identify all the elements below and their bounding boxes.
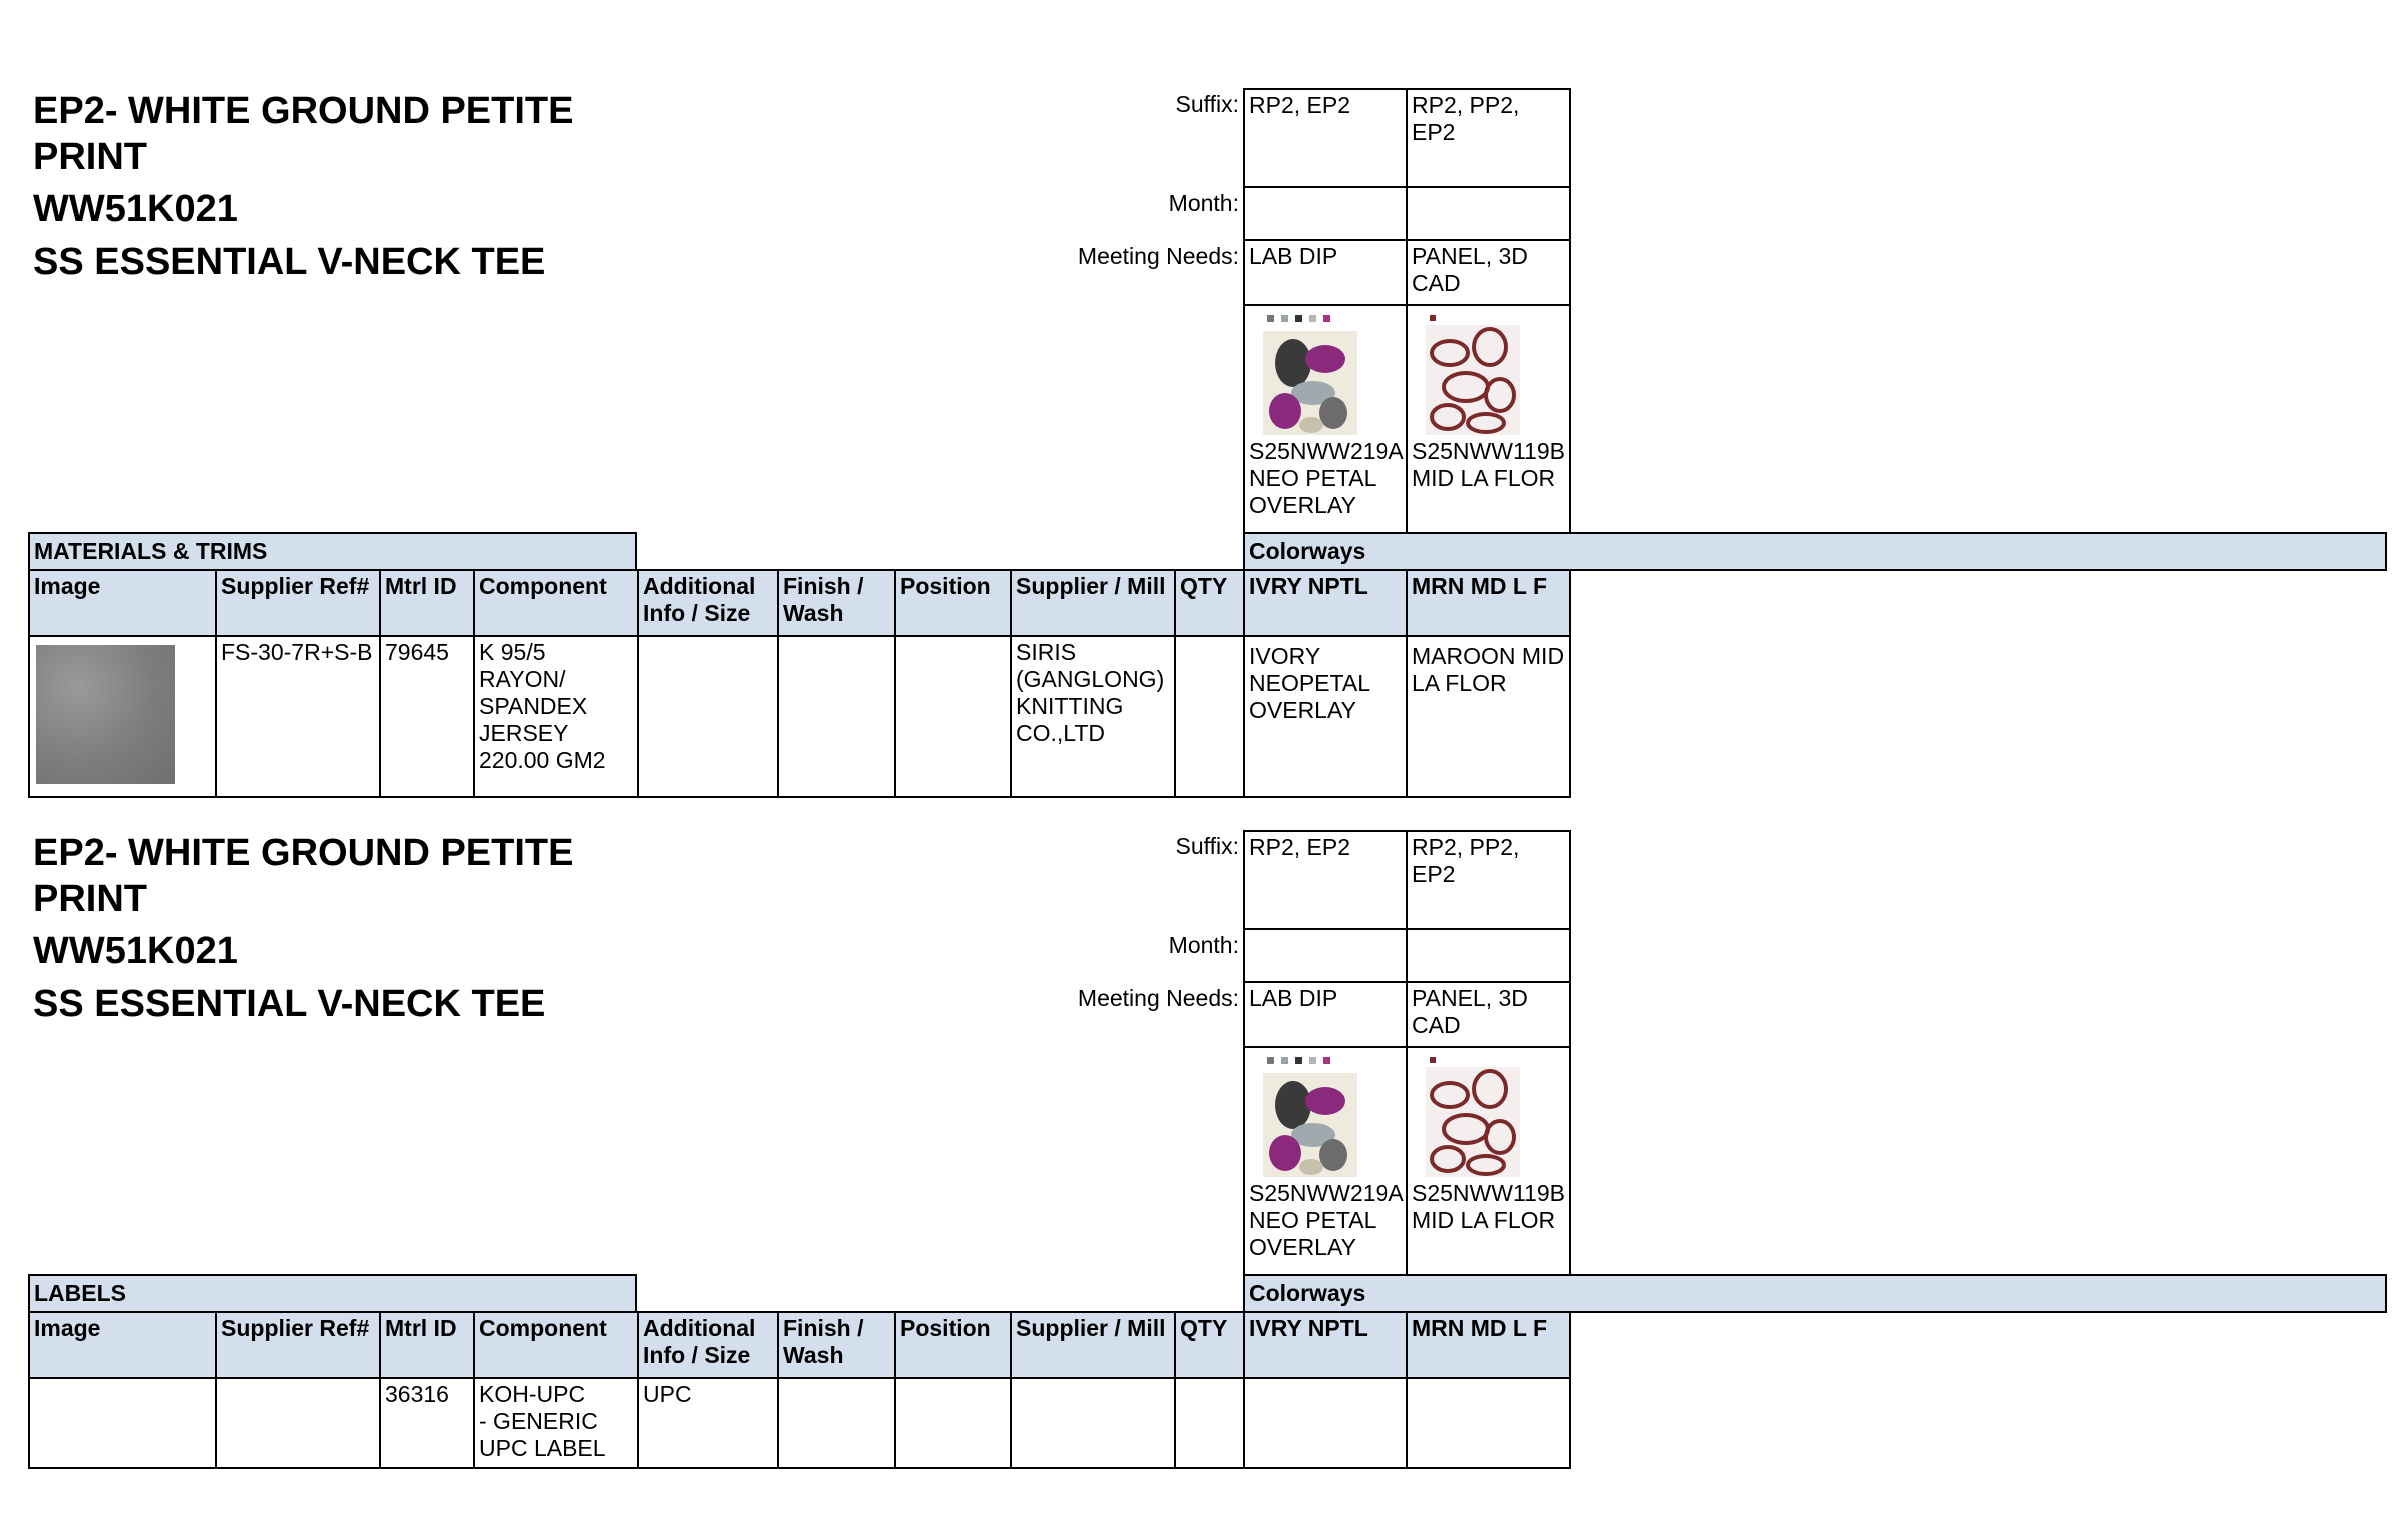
colorways-title: Colorways [1243,1274,2387,1313]
col-header-qty: QTY [1174,1311,1245,1379]
col-header-component: Component [473,1311,639,1379]
suffix-label: Suffix: [1175,91,1239,117]
cell-supplier-mill [1010,1377,1176,1469]
suffix-label: Suffix: [1175,833,1239,859]
print-swatch-1 [1243,1046,1408,1276]
cell-finish-wash [777,1377,896,1469]
col-header-mtrl-id: Mtrl ID [379,569,475,637]
style-name: SS ESSENTIAL V-NECK TEE [33,241,546,283]
month-value-2 [1406,928,1571,983]
col-header-position: Position [894,1311,1012,1379]
cell-mtrl-id: 36316 [379,1377,475,1469]
cell-colorway-2: MAROON MID LA FLOR [1406,635,1571,798]
grey-fabric-swatch-icon [36,645,175,784]
col-header-colorway-2: MRN MD L F [1406,569,1571,637]
col-header-component: Component [473,569,639,637]
meeting-needs-value-1: LAB DIP [1243,981,1408,1048]
col-header-qty: QTY [1174,569,1245,637]
col-header-additional-info: Additional Info / Size [637,569,779,637]
col-header-position: Position [894,569,1012,637]
cell-supplier-ref [215,1377,381,1469]
section-title: LABELS [28,1274,637,1313]
print-swatch-2 [1406,304,1571,534]
cell-position [894,1377,1012,1469]
block-title: EP2- WHITE GROUND PETITE PRINT [33,90,574,178]
suffix-value-1: RP2, EP2 [1243,830,1408,930]
cell-finish-wash [777,635,896,798]
cell-position [894,635,1012,798]
section-title: MATERIALS & TRIMS [28,532,637,571]
col-header-finish-wash: Finish / Wash [777,569,896,637]
col-header-colorway-2: MRN MD L F [1406,1311,1571,1379]
cell-supplier-mill: SIRIS (GANGLONG) KNITTING CO.,LTD [1010,635,1176,798]
cell-colorway-1 [1243,1377,1408,1469]
month-value-1 [1243,928,1408,983]
col-header-colorway-1: IVRY NPTL [1243,1311,1408,1379]
style-name: SS ESSENTIAL V-NECK TEE [33,983,546,1025]
suffix-value-2: RP2, PP2, EP2 [1406,830,1571,930]
cell-image [28,635,217,798]
col-header-additional-info: Additional Info / Size [637,1311,779,1379]
col-header-image: Image [28,569,217,637]
cell-qty [1174,1377,1245,1469]
cell-additional-info [637,635,779,798]
suffix-value-1: RP2, EP2 [1243,88,1408,188]
swatch-name-1: S25NWW219A NEO PETAL OVERLAY [1249,438,1404,518]
cell-mtrl-id: 79645 [379,635,475,798]
swatch-name-2: S25NWW119B MID LA FLOR [1412,1180,1565,1233]
col-header-mtrl-id: Mtrl ID [379,1311,475,1379]
neo-petal-print-swatch-icon [1263,313,1357,435]
meeting-needs-value-1: LAB DIP [1243,239,1408,306]
suffix-value-2: RP2, PP2, EP2 [1406,88,1571,188]
cell-component: KOH-UPC - GENERIC UPC LABEL [473,1377,639,1469]
print-swatch-1 [1243,304,1408,534]
month-label: Month: [1168,190,1239,216]
meeting-needs-value-2: PANEL, 3D CAD [1406,981,1571,1048]
col-header-image: Image [28,1311,217,1379]
cell-qty [1174,635,1245,798]
cell-image [28,1377,217,1469]
cell-colorway-1: IVORY NEOPETAL OVERLAY [1243,635,1408,798]
style-code: WW51K021 [33,930,238,972]
col-header-supplier-ref: Supplier Ref# [215,569,381,637]
col-header-colorway-1: IVRY NPTL [1243,569,1408,637]
cell-colorway-2 [1406,1377,1571,1469]
swatch-name-2: S25NWW119B MID LA FLOR [1412,438,1565,491]
meeting-needs-label: Meeting Needs: [1077,985,1239,1011]
print-swatch-2 [1406,1046,1571,1276]
month-value-1 [1243,186,1408,241]
la-flor-print-swatch-icon [1426,313,1520,435]
cell-component: K 95/5 RAYON/ SPANDEX JERSEY 220.00 GM2 [473,635,639,798]
swatch-name-1: S25NWW219A NEO PETAL OVERLAY [1249,1180,1404,1260]
col-header-supplier-mill: Supplier / Mill [1010,1311,1176,1379]
meeting-needs-label: Meeting Needs: [1077,243,1239,269]
cell-additional-info: UPC [637,1377,779,1469]
meeting-needs-value-2: PANEL, 3D CAD [1406,239,1571,306]
col-header-finish-wash: Finish / Wash [777,1311,896,1379]
neo-petal-print-swatch-icon [1263,1055,1357,1177]
month-value-2 [1406,186,1571,241]
col-header-supplier-mill: Supplier / Mill [1010,569,1176,637]
cell-supplier-ref: FS-30-7R+S-B [215,635,381,798]
colorways-title: Colorways [1243,532,2387,571]
block-title: EP2- WHITE GROUND PETITE PRINT [33,832,574,920]
col-header-supplier-ref: Supplier Ref# [215,1311,381,1379]
month-label: Month: [1168,932,1239,958]
la-flor-print-swatch-icon [1426,1055,1520,1177]
style-code: WW51K021 [33,188,238,230]
